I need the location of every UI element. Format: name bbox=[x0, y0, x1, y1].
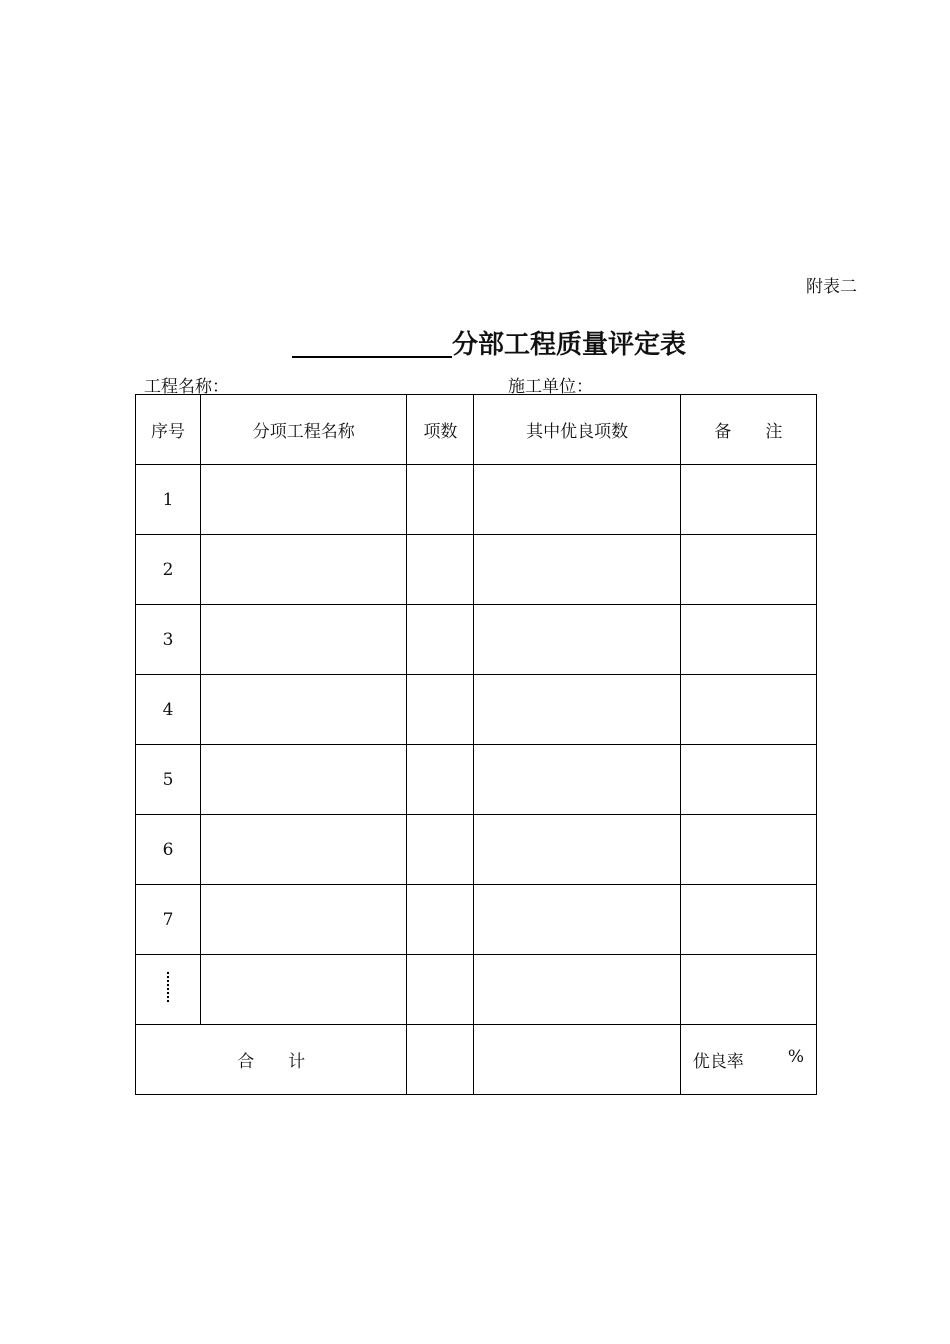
row-seq: 6 bbox=[136, 815, 201, 885]
table-footer-row bbox=[136, 1025, 817, 1095]
row-seq: 1 bbox=[136, 465, 201, 535]
title-row bbox=[292, 318, 686, 362]
cell-count[interactable] bbox=[407, 535, 474, 605]
cell-count[interactable] bbox=[407, 605, 474, 675]
row-seq: 2 bbox=[136, 535, 201, 605]
table-row bbox=[136, 745, 817, 815]
cell-excellent-count[interactable] bbox=[474, 465, 680, 535]
cell-count[interactable] bbox=[407, 675, 474, 745]
cell-sub-name[interactable] bbox=[201, 955, 407, 1025]
cell-sub-name[interactable] bbox=[201, 675, 407, 745]
cell-sub-name[interactable] bbox=[201, 465, 407, 535]
total-label: 合 计 bbox=[136, 1025, 407, 1095]
cell-remarks[interactable] bbox=[680, 535, 816, 605]
cell-remarks[interactable] bbox=[680, 955, 816, 1025]
cell-sub-name[interactable] bbox=[201, 535, 407, 605]
table-row bbox=[136, 885, 817, 955]
header-excellent-count: 其中优良项数 bbox=[474, 395, 680, 465]
cell-excellent-count[interactable] bbox=[474, 745, 680, 815]
excellent-rate-label: 优良率 bbox=[692, 1052, 744, 1072]
header-sub-name: 分项工程名称 bbox=[201, 395, 407, 465]
contractor-label: 施工单位： bbox=[508, 377, 593, 397]
header-remarks: 备 注 bbox=[680, 395, 816, 465]
row-seq-continuation bbox=[136, 955, 201, 1025]
table-header-row bbox=[136, 395, 817, 465]
cell-sub-name[interactable] bbox=[201, 815, 407, 885]
cell-excellent-count[interactable] bbox=[474, 675, 680, 745]
cell-sub-name[interactable] bbox=[201, 605, 407, 675]
cell-remarks[interactable] bbox=[680, 815, 816, 885]
row-seq: 7 bbox=[136, 885, 201, 955]
row-seq: 3 bbox=[136, 605, 201, 675]
cell-remarks[interactable] bbox=[680, 605, 816, 675]
evaluation-table bbox=[135, 394, 817, 1095]
title-blank-line bbox=[292, 356, 452, 358]
cell-remarks[interactable] bbox=[680, 885, 816, 955]
cell-remarks[interactable] bbox=[680, 745, 816, 815]
cell-count[interactable] bbox=[407, 955, 474, 1025]
row-seq: 5 bbox=[136, 745, 201, 815]
vertical-ellipsis-icon bbox=[166, 971, 170, 1003]
header-count: 项数 bbox=[407, 395, 474, 465]
cell-excellent-count[interactable] bbox=[474, 605, 680, 675]
table-row bbox=[136, 675, 817, 745]
cell-count[interactable] bbox=[407, 465, 474, 535]
project-name-label: 工程名称： bbox=[144, 377, 229, 397]
table-row bbox=[136, 815, 817, 885]
cell-excellent-count[interactable] bbox=[474, 955, 680, 1025]
row-seq: 4 bbox=[136, 675, 201, 745]
cell-count[interactable] bbox=[407, 745, 474, 815]
table-row bbox=[136, 605, 817, 675]
cell-count[interactable] bbox=[407, 815, 474, 885]
cell-excellent-count[interactable] bbox=[474, 885, 680, 955]
page-title: 分部工程质量评定表 bbox=[452, 330, 687, 360]
cell-excellent-count[interactable] bbox=[474, 535, 680, 605]
cell-sub-name[interactable] bbox=[201, 745, 407, 815]
cell-remarks[interactable] bbox=[680, 675, 816, 745]
total-excellent-count-cell[interactable] bbox=[474, 1025, 680, 1095]
cell-sub-name[interactable] bbox=[201, 885, 407, 955]
cell-count[interactable] bbox=[407, 885, 474, 955]
percent-sign: % bbox=[787, 1047, 804, 1067]
annex-label: 附表二 bbox=[806, 277, 857, 297]
cell-remarks[interactable] bbox=[680, 465, 816, 535]
excellent-rate-cell[interactable] bbox=[680, 1025, 816, 1095]
total-count-cell[interactable] bbox=[407, 1025, 474, 1095]
table-row bbox=[136, 465, 817, 535]
cell-excellent-count[interactable] bbox=[474, 815, 680, 885]
header-seq: 序号 bbox=[136, 395, 201, 465]
table-row-continuation bbox=[136, 955, 817, 1025]
table-row bbox=[136, 535, 817, 605]
